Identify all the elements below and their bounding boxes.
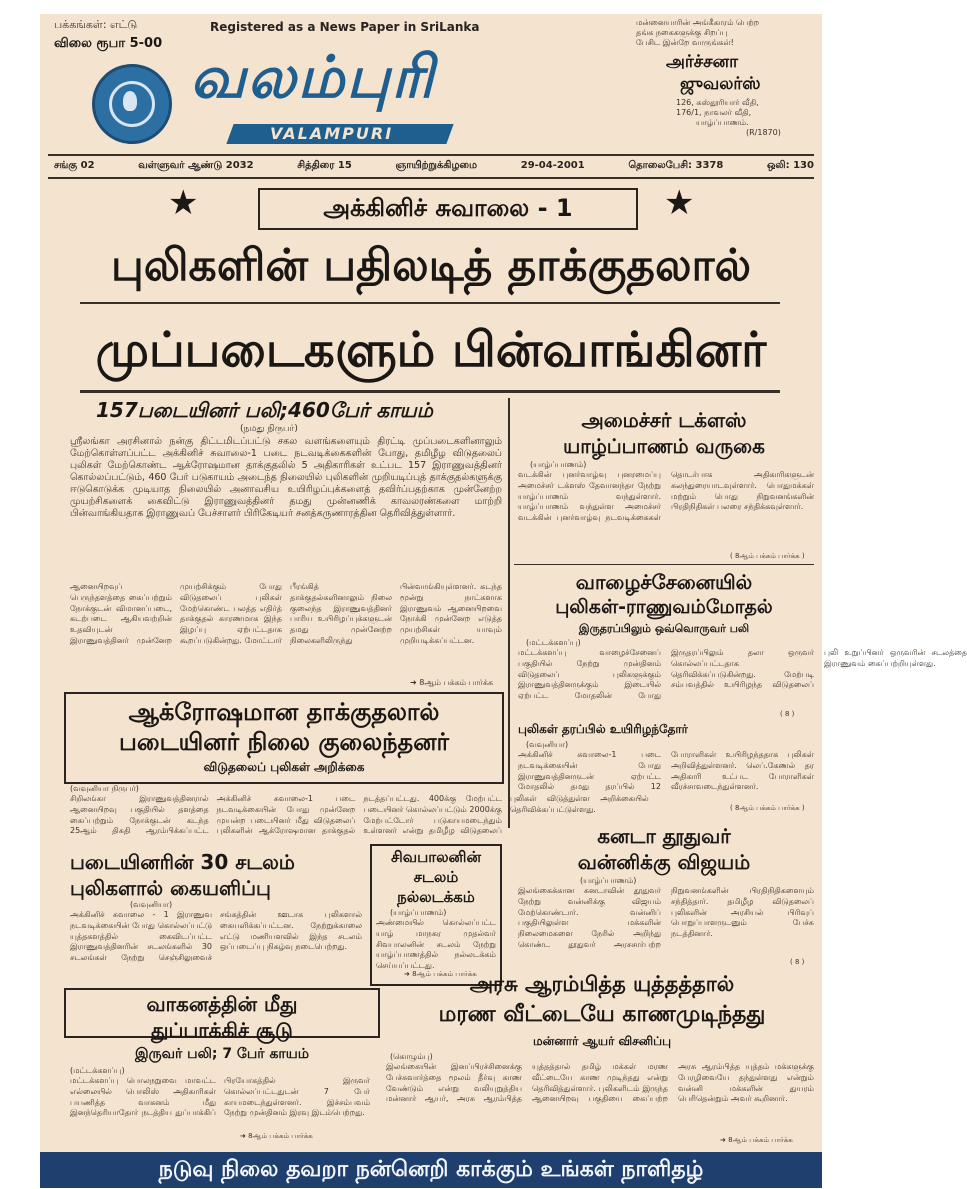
story6-body: வடக்கின் புனர்வாழ்வு புனரமைப்பு அமைச்சர் டக்ளஸ் தேவானந்தா நேற்று யாழ்ப்பாணம் வந்துள்ளார். யாழ்ப்பாணம் வந்துள்ள அமைச்சர் வடக்கின் புனர்வாழ்வு நடவடிக்கைகள் தொடர்பாக அதிகாரிகளுடன் கலந்துரையாடவுள்ளார். பொதுமக்கள் மற்றும் பொது நிறுவனங்களின் பிரதிநிதிகள் பலரை சந்திக்கவுள்ளார்.: [518, 470, 814, 523]
masthead-rule: [48, 154, 814, 156]
advert-address-1: 126, கஸ்தூரியார் வீதி,: [676, 98, 759, 107]
story2-byline: (வவுனியா நிருபர்): [70, 784, 139, 793]
story1-columns: ஆனையிறவுப் பெருந்தளத்தை கைப்பற்றும் நோக்குடன் விமானப்படை, கடற்படை ஆகியவற்றின் உதவியுடன் இராணுவத்தினர் முன்னேற முயற்சிக்கும் போது விடுதலைப் புலிகள் மேற்கொண்ட பலத்த எதிர்த் தாக்குதல் காரணமாக இந்த இழப்பு ஏற்பட்டதாக கூறப்படுகின்றது. மோட்டார் பீரங்கித் தாக்குதல்களினாலும் நிலை குலைந்த இராணுவத்தினர் பாரிய உயிரிழப்புக்களுடன் தமது முன்னேற்ற நிலைகளிலிருந்து பின்வாங்கியுள்ளனர். கடந்த மூன்று நாட்களாக இராணுவம் ஆனையிறவை நோக்கி முன்னேற எடுத்த முயற்சிகள் யாவும் முறியடிக்கப்பட்டன.: [70, 582, 502, 645]
story3-body: அக்கினிச் சுவாலை - 1 இராணுவ நடவடிக்கையின் போது கொல்லப்பட்டு யுத்தகளத்தில் கைவிடப்பட்ட இராணுவத்தினரின் சடலங்களில் 30 சடலங்கள் நேற்று செஞ்சிலுவைச் சங்கத்தின் ஊடாக புலிகளால் கையளிக்கப்பட்டன. நேற்றுக்காலை எட்டு மணியளவில் இந்த சடலம் ஒப்படைப்பு நிகழ்வு நடைபெற்றது.: [70, 910, 362, 963]
story7-continued: ( 8 ): [780, 710, 795, 718]
masthead-title: வலம்புரி: [190, 43, 436, 111]
story1-continued: ➜ 8ஆம் பக்கம் பார்க்க: [410, 678, 494, 687]
advert-name-2: ஜுவலர்ஸ்: [680, 74, 761, 94]
dateline-date: 29-04-2001: [520, 160, 585, 171]
dateline-day: ஞாயிற்றுக்கிழமை: [395, 160, 478, 171]
story2-title-1: ஆக்ரோஷமான தாக்குதலால்: [128, 698, 440, 726]
story10-title-1: அரசு ஆரம்பித்த யுத்தத்தால்: [469, 972, 735, 996]
story10-byline: (கொழும்பு): [390, 1052, 433, 1061]
price-label: விலை ரூபா 5-00: [54, 36, 163, 51]
story7-byline: (மட்டக்களப்பு): [526, 638, 581, 647]
column-divider: [508, 398, 510, 828]
story10-body: இலங்கையின் இனப்பிரச்சினைக்கு பேச்சுவார்த்தை மூலம் தீர்வு காண வேண்டும் என்று வலியுறுத்திய மன்னார் ஆயர், அரசு ஆரம்பித்த யுத்தத்தால் தமிழ் மக்கள் மரண வீட்டையே காண முடிந்தது என்று தெரிவித்துள்ளார். புலிகளிடம் இருந்த ஆனையிறவு பகுதியை கைப்பற்ற அரசு ஆரம்பித்த யுத்தம் மக்களுக்கு பேரழிவையே தந்துள்ளது என்றும் வன்னி மக்களின் துயரம் பெரிதென்றும் அவர் கூறினார்.: [386, 1062, 814, 1104]
story6-title-1: அமைச்சர் டக்ளஸ்: [581, 408, 747, 432]
story5-continued: ➜ 8ஆம் பக்கம் பார்க்க: [240, 1132, 313, 1140]
lead-headline-2: முப்படைகளும் பின்வாங்கினர்: [95, 322, 767, 378]
lead-bottom-rule: [80, 390, 780, 393]
story9-body: இலங்கைக்கான கனடாவின் தூதுவர் நேற்று வன்னிக்கு விஜயம் மேற்கொண்டார். வன்னிப் பகுதியிலுள்ள மக்களின் நிலைமைகளை நேரில் அறிந்து கொண்ட தூதுவர் அரசசார்பற்ற நிறுவனங்களின் பிரதிநிதிகளையும் சந்தித்தார். தமிழீழ விடுதலைப் புலிகளின் அரசியல் பிரிவுப் பொறுப்பாளருடனும் பேச்சு நடத்தினார்.: [518, 886, 814, 949]
advert-code: (R/1870): [746, 128, 781, 137]
advert-address-3: யாழ்ப்பாணம்.: [696, 118, 749, 127]
story3-title-1: படையினரின் 30 சடலம்: [70, 850, 295, 874]
dateline: [54, 160, 814, 174]
star-icon: ★: [664, 183, 695, 223]
story9-title-1: கனடா தூதுவர்: [597, 824, 731, 848]
story1-byline: (நமது நிருபர்): [240, 424, 298, 434]
story7-subtitle: இருதரப்பிலும் ஒவ்வொருவர் பலி: [578, 622, 750, 635]
story9-title-2: வன்னிக்கு விஜயம்: [577, 850, 751, 874]
registration-note: Registered as a News Paper in SriLanka: [210, 20, 480, 34]
story7-title-2: புலிகள்-ராணுவம்மோதல்: [555, 596, 773, 618]
story10-title-2: மரண வீட்டையே காணமுடிந்தது: [438, 1002, 766, 1027]
story10-continued: ➜ 8ஆம் பக்கம் பார்க்க: [720, 1136, 793, 1144]
lead-headline-1: புலிகளின் பதிலடித் தாக்குதலால்: [111, 240, 751, 291]
story3-byline: (வவுனியா): [130, 900, 173, 909]
story6-byline: (யாழ்ப்பாணம்): [530, 460, 587, 469]
dateline-sangu: சங்கு 02: [54, 160, 95, 171]
story1-body: ஸ்ரீலங்கா அரசினால் நன்கு திட்டமிடப்பட்டு சகல வளங்களையும் திரட்டி முப்படைகளினாலும் மேற்கொள்ளப்பட்ட அக்கினிச் சுவாலை-1 படை நடவடிக்கைகளின் போது, தமிழீழ விடுதலைப் புலிகள் மேற்கொண்ட ஆக்ரோஷமான தாக்குதலில் 5 அதிகாரிகள் உட்பட 157 இராணுவத்தினர் கொல்லப்பட்டும், 460 பேர் படுகாயம் அடைந்த நிலையில் புலிகளின் முறியடிப்புத் தாக்குதல்களுக்கு ஈடுகொடுக்க முடியாத நிலையில் அனாவசிய உயிரிழப்புக்களைத் தவிர்ப்பதற்காக முன்னேற்ற முயற்சிகளைக் கைவிட்டு இராணுவத்தினர் தமது முன்னணிக் காவலரண்களை மாற்றி பின்வாங்கியதாக இராணுவப் பேச்சாளர் பிரிகேடியர் சனத்கருணாரத்தின தெரிவித்துள்ளார்.: [70, 436, 502, 519]
story4-byline: (யாழ்ப்பாணம்): [390, 908, 447, 917]
story4-title-3: நல்லடக்கம்: [397, 888, 475, 906]
story7-body: மட்டக்களப்பு வாழைச்சேனைப் பகுதியில் நேற்று முன்தினம் விடுதலைப் புலிகளுக்கும் இராணுவத்தினருக்கும் இடையில் ஏற்பட்ட மோதலின் போது இருதரப்பிலும் தலா ஒருவர் கொல்லப்பட்டதாக தெரிவிக்கப்படுகின்றது. மேற்படி சம்பவத்தில் உயிரிழந்த விடுதலைப் புலி உறுப்பினர் ஒருவரின் சடலத்தை இராணுவம் கைப்பற்றியுள்ளது.: [518, 648, 967, 701]
story9-byline: (யாழ்ப்பாணம்): [580, 876, 637, 885]
jewellery-advert: [636, 18, 816, 150]
story2-subtitle: விடுதலைப் புலிகள் அறிக்கை: [203, 760, 365, 774]
story5-title-3: இருவர் பலி; 7 பேர் காயம்: [134, 1046, 310, 1062]
advert-line-3: பேசிட இன்றே வாருங்கள்!: [636, 38, 734, 47]
footer-slogan: நடுவு நிலை தவறா நன்னெறி காக்கும் உங்கள் நாளிதழ்: [40, 1152, 822, 1188]
story6-rule: [514, 564, 814, 565]
story2-title-2: படையினர் நிலை குலைந்தனர்: [119, 728, 449, 756]
story8-body: அக்கினிச் சுவாலை-1 படை நடவடிக்கையின் போது இராணுவத்தினருடன் ஏற்பட்ட மோதலில் தமது தரப்பில் 12 போராளிகள் உயிரிழந்ததாக புலிகள் அறிவித்துள்ளனர். லெப்.கேணல் தர அதிகாரி உட்பட போராளிகள் வீரச்சாவடைந்துள்ளனர்.: [518, 750, 814, 792]
story7-title-1: வாழைச்சேனையில்: [575, 570, 753, 594]
star-icon: ★: [168, 183, 199, 223]
advert-line-1: மன்னையாரின் அங்கீகாரம் பெற்ற: [636, 18, 760, 27]
dateline-tamil-date: சித்திரை 15: [297, 160, 352, 171]
story8-title: புலிகள் தரப்பில் உயிரிழந்தோர்: [518, 722, 688, 736]
series-label: அக்கினிச் சுவாலை - 1: [323, 194, 573, 222]
story4-title-2: சடலம்: [413, 868, 459, 886]
story9-continued: ( 8 ): [790, 958, 805, 966]
story5-title-1: வாகனத்தின் மீது: [146, 992, 298, 1016]
headline-rule: [80, 302, 780, 304]
story4-title-1: சிவபாலனின்: [390, 848, 482, 866]
dateline-issue: ஒலி: 130: [767, 160, 814, 171]
pages-label: பக்கங்கள்: எட்டு: [54, 18, 138, 31]
dateline-phone: தொலைபேசி: 3378: [628, 160, 724, 171]
story3-title-2: புலிகளால் கையளிப்பு: [70, 876, 271, 900]
story6-title-2: யாழ்ப்பாணம் வருகை: [563, 434, 765, 458]
story8-continued: ( 8ஆம் பக்கம் பார்க்க ): [730, 804, 805, 812]
advert-name-1: அர்ச்சனா: [666, 52, 738, 72]
advert-line-2: தங்க நகைகளுக்கு சிறப்பு: [636, 28, 728, 37]
dateline-rule: [48, 177, 814, 179]
masthead-english-title: VALAMPURI: [270, 124, 394, 143]
story6-continued: ( 8ஆம் பக்கம் பார்க்க ): [730, 552, 805, 560]
story4-continued: ➜ 8ஆம் பக்கம் பார்க்க: [404, 970, 477, 978]
story10-subtitle: மன்னார் ஆயர் விசனிப்பு: [532, 1034, 672, 1048]
newspaper-page: [40, 14, 967, 1186]
story1-title: 157படையினர் பலி;460பேர் காயம்: [96, 398, 433, 422]
story5-byline: (மட்டக்களப்பு): [70, 1066, 125, 1075]
advert-address-2: 176/1, நாவலர் வீதி,: [676, 108, 752, 117]
story5-body: மட்டக்களப்பு பொலநறுவை மாவட்ட எல்லையில் பொலிஸ் அதிகாரிகள் பயணித்த வாகனம் மீது இனந்தெரியாதோர் நடத்திய துப்பாக்கிப் பிரயோகத்தில் இருவர் கொல்லப்பட்டதுடன் 7 பேர் காயமடைந்துள்ளனர். இச்சம்பவம் நேற்று முன்தினம் இரவு இடம்பெற்றது.: [70, 1076, 370, 1118]
story2-body: சிறிலங்கா இராணுவத்தினரால் ஆனையிறவு பகுதியில் தளத்தை கைப்பற்றும் நோக்குடன் கடந்த 25ஆம் திகதி ஆரம்பிக்கப்பட்ட அக்கினிச் சுவாலை-1 படை நடவடிக்கையின் போது முன்னேற முயன்ற படையினர் மீது விடுதலைப் புலிகளின் ஆக்ரோஷமான தாக்குதல் நடத்தப்பட்டது. 400க்கு மேற்பட்ட படையினர் கொல்லப்பட்டும் 2000க்கு மேற்பட்டோர் படுகாயமடைந்தும் உள்ளனர் என்று தமிழீழ விடுதலைப் புலிகள் விடுத்துள்ள அறிக்கையில் தெரிவிக்கப்பட்டுள்ளது.: [70, 794, 649, 836]
dateline-year: வள்ளுவர் ஆண்டு 2032: [138, 160, 254, 171]
emblem-seal-icon: [92, 64, 172, 144]
story8-byline: (வவுனியா): [526, 740, 569, 749]
story4-body: அண்மையில் கொல்லப்பட்ட யாழ் மாநகர முதல்வர் சிவபாலனின் சடலம் நேற்று யாழ்ப்பாணத்தில் நல்லடக்கம் செய்யப்பட்டது.: [376, 918, 496, 971]
story5-title-2: துப்பாக்கிச் சூடு: [151, 1018, 293, 1042]
